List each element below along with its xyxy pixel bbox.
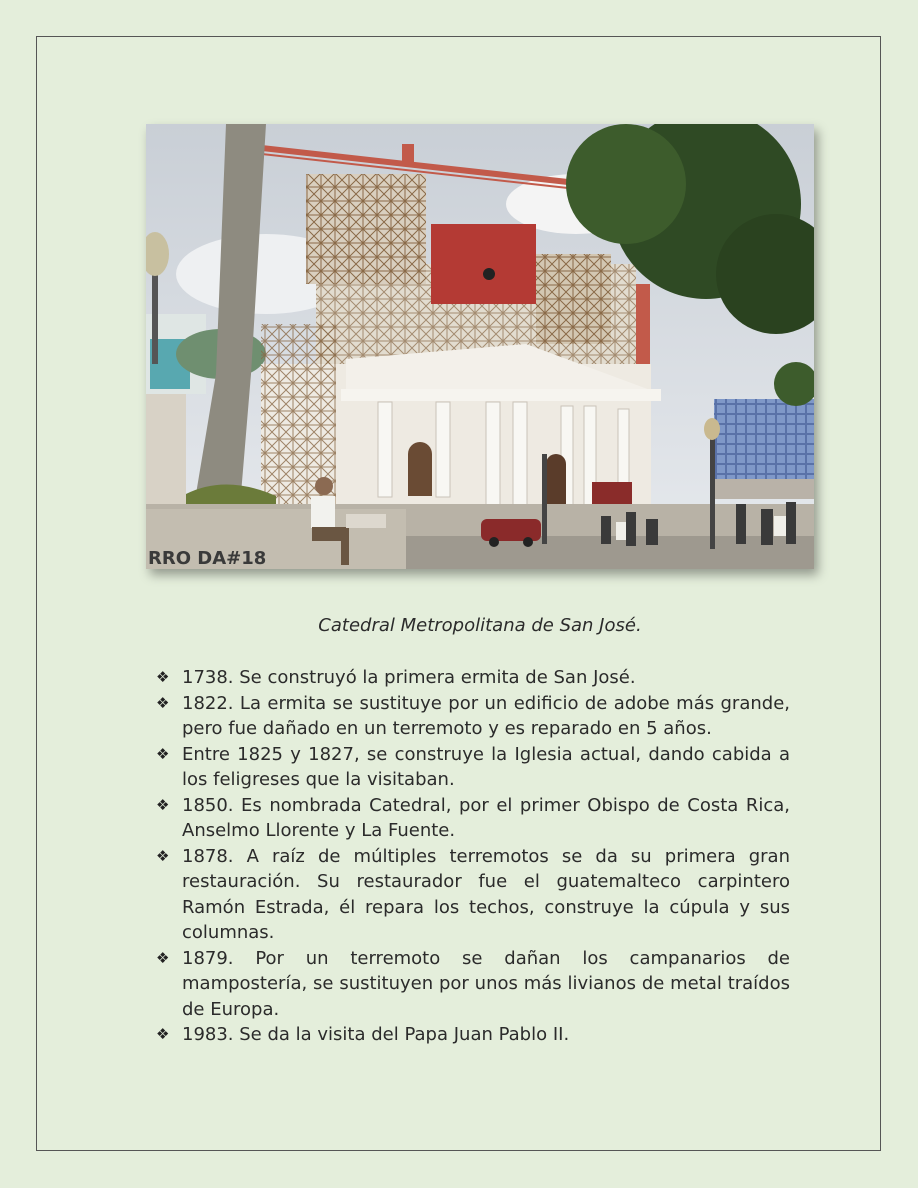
- list-item-text: Entre 1825 y 1827, se construye la Iglesia actual, dando cabida a los feligreses que la visitaban.: [182, 743, 790, 790]
- list-item: [156, 946, 790, 1023]
- diamond-four-icon: ❖: [156, 693, 170, 712]
- timeline-list: [156, 665, 790, 1048]
- diamond-four-icon: ❖: [156, 795, 170, 814]
- list-item-text: 1738. Se construyó la primera ermita de San José.: [182, 667, 636, 688]
- diamond-four-icon: ❖: [156, 948, 170, 967]
- list-item-text: 1850. Es nombrada Catedral, por el primer Obispo de Costa Rica, Anselmo Llorente y La Fuente.: [182, 794, 790, 841]
- list-item-text: 1822. La ermita se sustituye por un edificio de adobe más grande, pero fue dañado en un terremoto y es reparado en 5 años.: [182, 692, 790, 739]
- diamond-four-icon: ❖: [156, 668, 170, 686]
- diamond-four-icon: ❖: [156, 1025, 170, 1043]
- list-item: [156, 665, 790, 691]
- list-item: [156, 691, 790, 742]
- cathedral-photo: [146, 124, 814, 569]
- diamond-four-icon: ❖: [156, 744, 170, 763]
- list-item-text: 1879. Por un terremoto se dañan los campanarios de mampostería, se sustituyen por unos más livianos de metal traídos de Europa.: [182, 947, 790, 1020]
- list-item: [156, 1022, 790, 1048]
- list-item: [156, 844, 790, 946]
- list-item-text: 1983. Se da la visita del Papa Juan Pablo II.: [182, 1024, 570, 1045]
- list-item: [156, 793, 790, 844]
- photo-caption: Catedral Metropolitana de San José.: [318, 615, 642, 636]
- list-item-text: 1878. A raíz de múltiples terremotos se da su primera gran restauración. Su restaurador fue el guatemalteco carpintero Ramón Estrada, él repara los techos, construye la cúpula y sus columnas.: [182, 845, 790, 943]
- graffiti-text: RRO DA#18: [148, 548, 267, 569]
- list-item: [156, 742, 790, 793]
- diamond-four-icon: ❖: [156, 846, 170, 865]
